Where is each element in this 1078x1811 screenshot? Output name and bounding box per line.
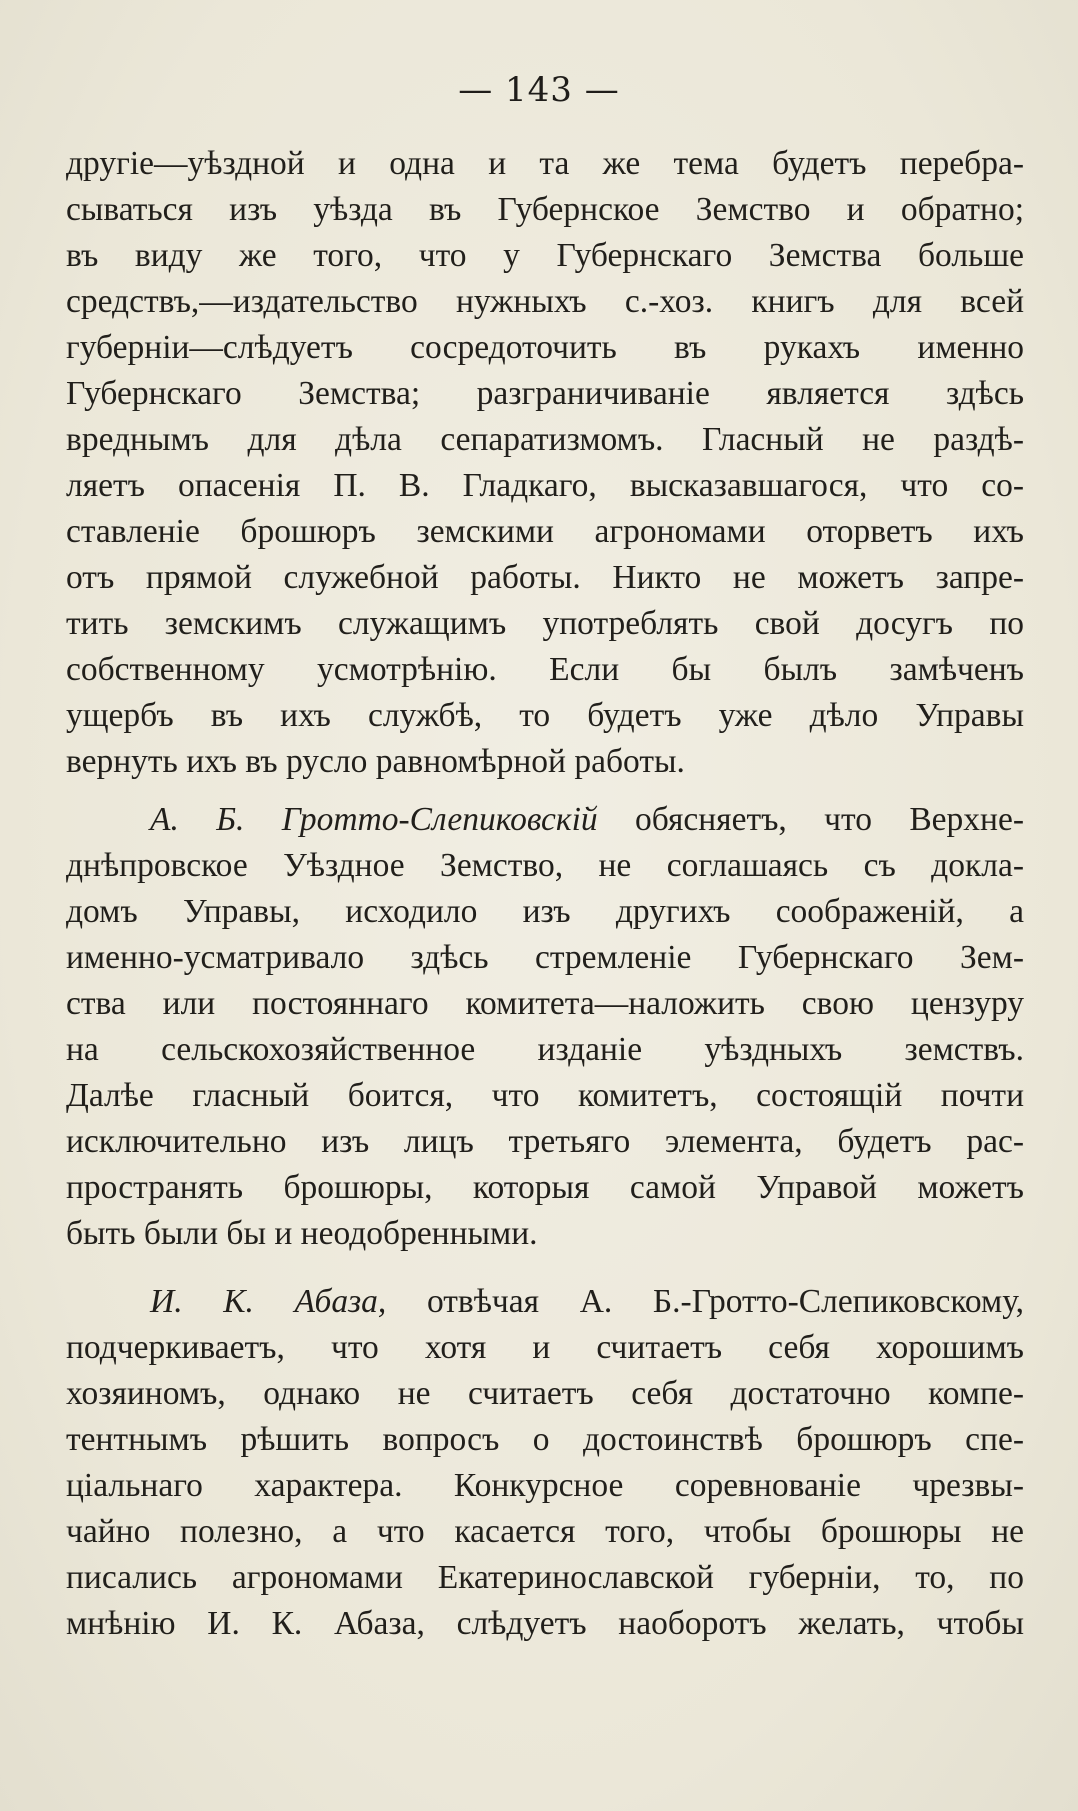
text-line: ставленіе брошюръ земскими агрономами оторветъ ихъ [66,513,1024,550]
text-line: именно-усматривало здѣсь стремленіе Губернскаго Зем- [66,939,1024,976]
text-line: подчеркиваетъ, что хотя и считаетъ себя хорошимъ [66,1329,1024,1366]
text-line: ляетъ опасенія П. В. Гладкаго, высказавшагося, что со- [66,467,1024,504]
text-line: быть были бы и неодобренными. [66,1215,538,1252]
text-line: губерніи—слѣдуетъ сосредоточить въ рукахъ именно [66,329,1024,366]
first-line-text: отвѣчая А. Б.-Гротто-Слепиковскому, [386,1283,1025,1320]
text-line: исключительно изъ лицъ третьяго элемента, будетъ рас- [66,1123,1024,1160]
paragraph-1 [66,141,1024,785]
text-line: домъ Управы, исходило изъ другихъ соображеній, а [66,893,1024,930]
paragraph-3 [66,1279,1024,1647]
text-line: тить земскимъ служащимъ употреблять свой досугъ по [66,605,1024,642]
text-line: писались агрономами Екатеринославской губерніи, то, по [66,1559,1024,1596]
first-line-text: обясняетъ, что Верхне- [597,801,1024,838]
text-line: средствъ,—издательство нужныхъ с.-хоз. книгъ для всей [66,283,1024,320]
text-line: сываться изъ уѣзда въ Губернское Земство и обратно; [66,191,1024,228]
text-line: чайно полезно, а что касается того, чтобы брошюры не [66,1513,1024,1550]
text-line: отъ прямой служебной работы. Никто не можетъ запре- [66,559,1024,596]
text-line: днѣпровское Уѣздное Земство, не соглашаясь съ докла- [66,847,1024,884]
text-line: на сельскохозяйственное изданіе уѣздныхъ земствъ. [66,1031,1024,1068]
paragraph-first-line [66,1279,1024,1325]
speaker-name: А. Б. Гротто-Слепиковскій [150,801,598,838]
text-line: вернуть ихъ въ русло равномѣрной работы. [66,743,685,780]
text-line: ства или постояннаго комитета—наложить свою цензуру [66,985,1024,1022]
text-line: пространять брошюры, которыя самой Управой можетъ [66,1169,1024,1206]
text-line: Губернскаго Земства; разграничиваніе является здѣсь [66,375,1024,412]
text-line: ціальнаго характера. Конкурсное соревнованіе чрезвы- [66,1467,1024,1504]
paragraph-first-line [66,797,1024,843]
text-line: хозяиномъ, однако не считаетъ себя достаточно компе- [66,1375,1024,1412]
paragraph-2 [66,797,1024,1257]
text-line: тентнымъ рѣшить вопросъ о достоинствѣ брошюръ спе- [66,1421,1024,1458]
page-number: — 143 — [458,70,620,110]
text-line: собственному усмотрѣнію. Если бы былъ замѣченъ [66,651,1024,688]
text-line: другіе—уѣздной и одна и та же тема будетъ перебра- [66,145,1024,182]
speaker-name: И. К. Абаза, [150,1283,387,1320]
text-line: ущербъ въ ихъ службѣ, то будетъ уже дѣло Управы [66,697,1024,734]
text-line: въ виду же того, что у Губернскаго Земства больше [66,237,1024,274]
text-line: мнѣнію И. К. Абаза, слѣдуетъ наоборотъ желать, чтобы [66,1605,1024,1642]
text-line: Далѣе гласный боится, что комитетъ, состоящій почти [66,1077,1024,1114]
text-line: вреднымъ для дѣла сепаратизмомъ. Гласный не раздѣ- [66,421,1024,458]
